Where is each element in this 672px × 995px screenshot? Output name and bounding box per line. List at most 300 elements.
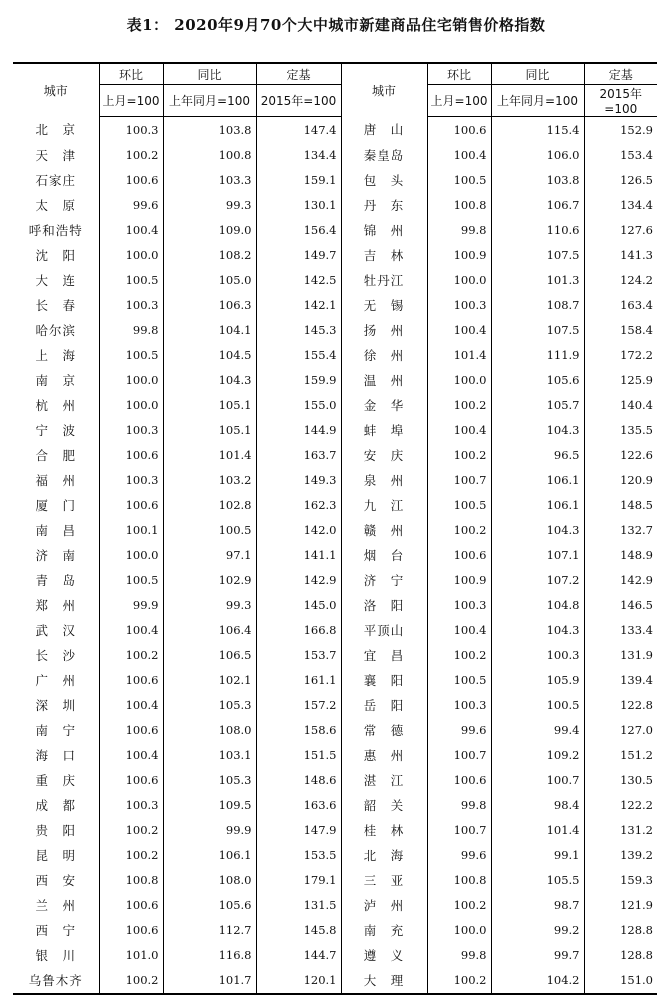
city-cell: 九 江 — [341, 492, 427, 517]
index-value-cell: 142.9 — [256, 567, 341, 592]
city-cell: 石家庄 — [35, 172, 76, 188]
index-value-cell: 125.9 — [584, 367, 657, 392]
table-row — [13, 117, 657, 143]
index-value-cell: 100.7 — [427, 467, 491, 492]
index-value-cell: 100.2 — [427, 892, 491, 917]
index-value-cell: 100.0 — [427, 267, 491, 292]
city-cell: 韶 关 — [341, 792, 427, 817]
index-value-cell: 105.0 — [163, 267, 256, 292]
index-value-cell: 100.5 — [163, 517, 256, 542]
index-value-cell: 104.3 — [163, 367, 256, 392]
table-row — [13, 792, 657, 817]
price-index-table — [13, 62, 657, 995]
index-value-cell: 144.7 — [256, 942, 341, 967]
index-value-cell: 100.4 — [427, 142, 491, 167]
city-cell: 吉 林 — [341, 242, 427, 267]
city-cell: 金 华 — [341, 392, 427, 417]
table-row — [13, 592, 657, 617]
index-value-cell: 127.0 — [584, 717, 657, 742]
index-value-cell: 115.4 — [491, 117, 584, 143]
index-value-cell: 100.3 — [99, 467, 163, 492]
index-value-cell: 130.5 — [584, 767, 657, 792]
city-cell: 兰 州 — [35, 897, 76, 913]
index-value-cell: 139.2 — [584, 842, 657, 867]
city-cell: 常 德 — [341, 717, 427, 742]
index-value-cell: 122.2 — [584, 792, 657, 817]
index-value-cell: 100.6 — [427, 542, 491, 567]
city-cell: 泉 州 — [341, 467, 427, 492]
header-mom-left: 环比 — [99, 63, 163, 85]
city-cell: 北 京 — [35, 122, 76, 138]
table-row — [13, 617, 657, 642]
index-value-cell: 99.9 — [99, 592, 163, 617]
header-fixed-left: 定基 — [256, 63, 341, 85]
index-value-cell: 133.4 — [584, 617, 657, 642]
city-cell: 天 津 — [35, 147, 76, 163]
index-value-cell: 105.6 — [491, 367, 584, 392]
index-value-cell: 128.8 — [584, 942, 657, 967]
index-value-cell: 147.4 — [256, 117, 341, 143]
index-value-cell: 105.1 — [163, 392, 256, 417]
index-value-cell: 122.6 — [584, 442, 657, 467]
index-value-cell: 132.7 — [584, 517, 657, 542]
index-value-cell: 100.0 — [99, 542, 163, 567]
header-fixed-base-right: 2015年=100 — [584, 85, 657, 117]
index-value-cell: 135.5 — [584, 417, 657, 442]
index-value-cell: 141.1 — [256, 542, 341, 567]
city-cell: 长 春 — [35, 297, 76, 313]
index-value-cell: 134.4 — [584, 192, 657, 217]
index-value-cell: 100.2 — [99, 842, 163, 867]
city-cell: 安 庆 — [341, 442, 427, 467]
index-value-cell: 102.8 — [163, 492, 256, 517]
index-value-cell: 100.7 — [491, 767, 584, 792]
index-value-cell: 100.8 — [427, 192, 491, 217]
index-value-cell: 100.2 — [427, 967, 491, 994]
index-value-cell: 106.1 — [491, 467, 584, 492]
table-row — [13, 517, 657, 542]
index-value-cell: 142.9 — [584, 567, 657, 592]
header-yoy-base-left: 上年同月=100 — [163, 85, 256, 117]
city-cell: 平顶山 — [341, 617, 427, 642]
city-cell: 蚌 埠 — [341, 417, 427, 442]
city-cell: 三 亚 — [341, 867, 427, 892]
index-value-cell: 147.9 — [256, 817, 341, 842]
index-value-cell: 100.0 — [427, 917, 491, 942]
index-value-cell: 99.7 — [491, 942, 584, 967]
index-value-cell: 145.3 — [256, 317, 341, 342]
index-value-cell: 144.9 — [256, 417, 341, 442]
index-value-cell: 104.3 — [491, 617, 584, 642]
index-value-cell: 142.5 — [256, 267, 341, 292]
index-value-cell: 152.9 — [584, 117, 657, 143]
index-value-cell: 106.1 — [163, 842, 256, 867]
city-cell: 太 原 — [35, 197, 76, 213]
city-cell: 南 充 — [341, 917, 427, 942]
city-cell: 重 庆 — [35, 772, 76, 788]
index-value-cell: 145.0 — [256, 592, 341, 617]
table-row — [13, 692, 657, 717]
index-value-cell: 101.4 — [491, 817, 584, 842]
table-row — [13, 642, 657, 667]
table-row — [13, 417, 657, 442]
index-value-cell: 100.4 — [99, 742, 163, 767]
index-value-cell: 100.6 — [99, 442, 163, 467]
header-fixed-base-left: 2015年=100 — [256, 85, 341, 117]
table-row — [13, 567, 657, 592]
city-cell: 南 京 — [35, 372, 76, 388]
index-value-cell: 100.0 — [99, 367, 163, 392]
index-value-cell: 158.6 — [256, 717, 341, 742]
table-row — [13, 542, 657, 567]
table-row — [13, 317, 657, 342]
city-cell: 哈尔滨 — [35, 322, 76, 338]
index-value-cell: 101.4 — [427, 342, 491, 367]
index-value-cell: 105.3 — [163, 692, 256, 717]
index-value-cell: 100.5 — [427, 492, 491, 517]
index-value-cell: 101.3 — [491, 267, 584, 292]
index-value-cell: 100.3 — [99, 417, 163, 442]
city-cell: 宁 波 — [35, 422, 76, 438]
index-value-cell: 151.2 — [584, 742, 657, 767]
index-value-cell: 148.9 — [584, 542, 657, 567]
city-cell: 温 州 — [341, 367, 427, 392]
index-value-cell: 105.9 — [491, 667, 584, 692]
index-value-cell: 151.0 — [584, 967, 657, 994]
table-row — [13, 967, 657, 994]
city-cell: 赣 州 — [341, 517, 427, 542]
header-fixed-right: 定基 — [584, 63, 657, 85]
index-value-cell: 157.2 — [256, 692, 341, 717]
index-value-cell: 153.4 — [584, 142, 657, 167]
index-value-cell: 104.3 — [491, 517, 584, 542]
index-value-cell: 103.1 — [163, 742, 256, 767]
index-value-cell: 100.7 — [427, 817, 491, 842]
table-row — [13, 367, 657, 392]
index-value-cell: 99.3 — [163, 192, 256, 217]
city-cell: 深 圳 — [35, 697, 76, 713]
index-value-cell: 106.1 — [491, 492, 584, 517]
index-value-cell: 99.9 — [163, 817, 256, 842]
index-value-cell: 127.6 — [584, 217, 657, 242]
city-cell: 贵 阳 — [35, 822, 76, 838]
table-row — [13, 167, 657, 192]
index-value-cell: 120.9 — [584, 467, 657, 492]
table-row — [13, 842, 657, 867]
table-row — [13, 942, 657, 967]
city-cell: 宜 昌 — [341, 642, 427, 667]
index-value-cell: 100.6 — [99, 767, 163, 792]
index-value-cell: 103.8 — [491, 167, 584, 192]
index-value-cell: 100.6 — [427, 767, 491, 792]
index-value-cell: 130.1 — [256, 192, 341, 217]
index-value-cell: 153.5 — [256, 842, 341, 867]
table-row — [13, 492, 657, 517]
index-value-cell: 100.2 — [427, 442, 491, 467]
index-value-cell: 100.3 — [99, 117, 163, 143]
index-value-cell: 155.0 — [256, 392, 341, 417]
city-cell: 长 沙 — [35, 647, 76, 663]
index-value-cell: 139.4 — [584, 667, 657, 692]
index-value-cell: 100.5 — [99, 267, 163, 292]
index-value-cell: 153.7 — [256, 642, 341, 667]
city-cell: 扬 州 — [341, 317, 427, 342]
index-value-cell: 101.0 — [99, 942, 163, 967]
city-cell: 昆 明 — [35, 847, 76, 863]
index-value-cell: 104.2 — [491, 967, 584, 994]
city-cell: 泸 州 — [341, 892, 427, 917]
index-value-cell: 149.3 — [256, 467, 341, 492]
table-body — [13, 117, 657, 995]
index-value-cell: 100.6 — [99, 492, 163, 517]
header-mom-base-right: 上月=100 — [427, 85, 491, 117]
city-cell: 海 口 — [35, 747, 76, 763]
index-value-cell: 148.6 — [256, 767, 341, 792]
index-value-cell: 107.5 — [491, 242, 584, 267]
index-value-cell: 163.4 — [584, 292, 657, 317]
index-value-cell: 100.6 — [427, 117, 491, 143]
city-cell: 银 川 — [35, 947, 76, 963]
city-cell: 成 都 — [35, 797, 76, 813]
table-row — [13, 242, 657, 267]
index-value-cell: 149.7 — [256, 242, 341, 267]
index-value-cell: 102.9 — [163, 567, 256, 592]
index-value-cell: 104.3 — [491, 417, 584, 442]
index-value-cell: 141.3 — [584, 242, 657, 267]
index-value-cell: 100.4 — [427, 417, 491, 442]
index-value-cell: 103.3 — [163, 167, 256, 192]
index-value-cell: 134.4 — [256, 142, 341, 167]
index-value-cell: 100.4 — [427, 617, 491, 642]
table-row — [13, 917, 657, 942]
index-value-cell: 105.3 — [163, 767, 256, 792]
index-value-cell: 100.2 — [99, 142, 163, 167]
city-cell: 徐 州 — [341, 342, 427, 367]
index-value-cell: 103.8 — [163, 117, 256, 143]
index-value-cell: 159.9 — [256, 367, 341, 392]
index-value-cell: 96.5 — [491, 442, 584, 467]
index-value-cell: 163.6 — [256, 792, 341, 817]
index-value-cell: 100.2 — [427, 392, 491, 417]
header-city-right: 城市 — [341, 63, 427, 117]
city-cell: 无 锡 — [341, 292, 427, 317]
index-value-cell: 100.5 — [99, 342, 163, 367]
index-value-cell: 158.4 — [584, 317, 657, 342]
header-city-left: 城市 — [13, 63, 99, 117]
city-cell: 湛 江 — [341, 767, 427, 792]
index-value-cell: 112.7 — [163, 917, 256, 942]
table-row — [13, 717, 657, 742]
table-row — [13, 292, 657, 317]
table-row — [13, 667, 657, 692]
index-value-cell: 111.9 — [491, 342, 584, 367]
header-yoy-right: 同比 — [491, 63, 584, 85]
index-value-cell: 109.0 — [163, 217, 256, 242]
index-value-cell: 100.3 — [427, 292, 491, 317]
index-value-cell: 100.2 — [99, 967, 163, 994]
index-value-cell: 116.8 — [163, 942, 256, 967]
index-value-cell: 142.0 — [256, 517, 341, 542]
index-value-cell: 140.4 — [584, 392, 657, 417]
city-cell: 沈 阳 — [35, 247, 76, 263]
index-value-cell: 102.1 — [163, 667, 256, 692]
index-value-cell: 109.5 — [163, 792, 256, 817]
index-value-cell: 100.8 — [427, 867, 491, 892]
index-value-cell: 104.8 — [491, 592, 584, 617]
index-value-cell: 106.0 — [491, 142, 584, 167]
index-value-cell: 105.7 — [491, 392, 584, 417]
index-value-cell: 107.1 — [491, 542, 584, 567]
index-value-cell: 131.9 — [584, 642, 657, 667]
index-value-cell: 100.6 — [99, 667, 163, 692]
index-value-cell: 131.2 — [584, 817, 657, 842]
city-cell: 牡丹江 — [341, 267, 427, 292]
index-value-cell: 146.5 — [584, 592, 657, 617]
index-value-cell: 122.8 — [584, 692, 657, 717]
index-value-cell: 100.6 — [99, 717, 163, 742]
index-value-cell: 124.2 — [584, 267, 657, 292]
index-value-cell: 100.9 — [427, 567, 491, 592]
index-value-cell: 106.7 — [491, 192, 584, 217]
city-cell: 北 海 — [341, 842, 427, 867]
index-value-cell: 101.7 — [163, 967, 256, 994]
index-value-cell: 100.5 — [491, 692, 584, 717]
table-row — [13, 217, 657, 242]
index-value-cell: 100.8 — [99, 867, 163, 892]
index-value-cell: 105.6 — [163, 892, 256, 917]
index-value-cell: 99.8 — [427, 942, 491, 967]
table-row — [13, 767, 657, 792]
city-cell: 包 头 — [341, 167, 427, 192]
city-cell: 大 连 — [35, 272, 76, 288]
index-value-cell: 100.4 — [99, 692, 163, 717]
city-cell: 惠 州 — [341, 742, 427, 767]
index-value-cell: 98.7 — [491, 892, 584, 917]
index-value-cell: 103.2 — [163, 467, 256, 492]
index-value-cell: 109.2 — [491, 742, 584, 767]
index-value-cell: 106.4 — [163, 617, 256, 642]
index-value-cell: 148.5 — [584, 492, 657, 517]
index-value-cell: 161.1 — [256, 667, 341, 692]
index-value-cell: 106.3 — [163, 292, 256, 317]
index-value-cell: 101.4 — [163, 442, 256, 467]
index-value-cell: 131.5 — [256, 892, 341, 917]
index-value-cell: 166.8 — [256, 617, 341, 642]
index-value-cell: 108.7 — [491, 292, 584, 317]
header-mom-base-left: 上月=100 — [99, 85, 163, 117]
index-value-cell: 98.4 — [491, 792, 584, 817]
index-value-cell: 108.2 — [163, 242, 256, 267]
index-value-cell: 100.6 — [99, 167, 163, 192]
city-cell: 洛 阳 — [341, 592, 427, 617]
index-value-cell: 100.0 — [99, 242, 163, 267]
table-row — [13, 342, 657, 367]
index-value-cell: 100.0 — [99, 392, 163, 417]
table-row — [13, 267, 657, 292]
index-value-cell: 99.4 — [491, 717, 584, 742]
city-cell: 上 海 — [35, 347, 76, 363]
city-cell: 杭 州 — [35, 397, 76, 413]
table-row — [13, 867, 657, 892]
table-row — [13, 392, 657, 417]
index-value-cell: 99.8 — [99, 317, 163, 342]
index-value-cell: 155.4 — [256, 342, 341, 367]
index-value-cell: 100.9 — [427, 242, 491, 267]
index-value-cell: 106.5 — [163, 642, 256, 667]
index-value-cell: 107.2 — [491, 567, 584, 592]
city-cell: 唐 山 — [341, 117, 427, 143]
table-title: 表1： 2020年9月70个大中城市新建商品住宅销售价格指数 — [126, 16, 546, 34]
city-cell: 济 南 — [35, 547, 76, 563]
city-cell: 南 昌 — [35, 522, 76, 538]
city-cell: 西 安 — [35, 872, 76, 888]
index-value-cell: 156.4 — [256, 217, 341, 242]
index-value-cell: 100.3 — [427, 692, 491, 717]
index-value-cell: 99.2 — [491, 917, 584, 942]
index-value-cell: 99.6 — [427, 842, 491, 867]
index-value-cell: 100.2 — [427, 642, 491, 667]
index-value-cell: 107.5 — [491, 317, 584, 342]
index-value-cell: 99.8 — [427, 792, 491, 817]
city-cell: 秦皇岛 — [341, 142, 427, 167]
table-row — [13, 467, 657, 492]
city-cell: 郑 州 — [35, 597, 76, 613]
index-value-cell: 99.1 — [491, 842, 584, 867]
index-value-cell: 108.0 — [163, 867, 256, 892]
index-value-cell: 179.1 — [256, 867, 341, 892]
index-value-cell: 100.8 — [163, 142, 256, 167]
city-cell: 广 州 — [35, 672, 76, 688]
city-cell: 襄 阳 — [341, 667, 427, 692]
index-value-cell: 99.6 — [427, 717, 491, 742]
city-cell: 青 岛 — [35, 572, 76, 588]
table-row — [13, 892, 657, 917]
index-value-cell: 100.3 — [491, 642, 584, 667]
city-cell: 济 宁 — [341, 567, 427, 592]
city-cell: 烟 台 — [341, 542, 427, 567]
city-cell: 呼和浩特 — [28, 222, 83, 238]
index-value-cell: 100.3 — [99, 292, 163, 317]
city-cell: 遵 义 — [341, 942, 427, 967]
index-value-cell: 172.2 — [584, 342, 657, 367]
index-value-cell: 100.5 — [427, 667, 491, 692]
index-value-cell: 145.8 — [256, 917, 341, 942]
index-value-cell: 105.1 — [163, 417, 256, 442]
index-value-cell: 100.2 — [427, 517, 491, 542]
index-value-cell: 108.0 — [163, 717, 256, 742]
index-value-cell: 100.2 — [99, 817, 163, 842]
index-value-cell: 97.1 — [163, 542, 256, 567]
index-value-cell: 162.3 — [256, 492, 341, 517]
index-value-cell: 100.4 — [99, 617, 163, 642]
index-value-cell: 126.5 — [584, 167, 657, 192]
city-cell: 西 宁 — [35, 922, 76, 938]
index-value-cell: 100.6 — [99, 892, 163, 917]
index-value-cell: 100.3 — [99, 792, 163, 817]
city-cell: 乌鲁木齐 — [13, 967, 99, 994]
index-value-cell: 99.6 — [99, 192, 163, 217]
index-value-cell: 100.5 — [99, 567, 163, 592]
index-value-cell: 100.7 — [427, 742, 491, 767]
index-value-cell: 100.2 — [99, 642, 163, 667]
header-yoy-left: 同比 — [163, 63, 256, 85]
index-value-cell: 159.1 — [256, 167, 341, 192]
index-value-cell: 163.7 — [256, 442, 341, 467]
index-value-cell: 105.5 — [491, 867, 584, 892]
index-value-cell: 100.6 — [99, 917, 163, 942]
index-value-cell: 100.1 — [99, 517, 163, 542]
table-row — [13, 192, 657, 217]
